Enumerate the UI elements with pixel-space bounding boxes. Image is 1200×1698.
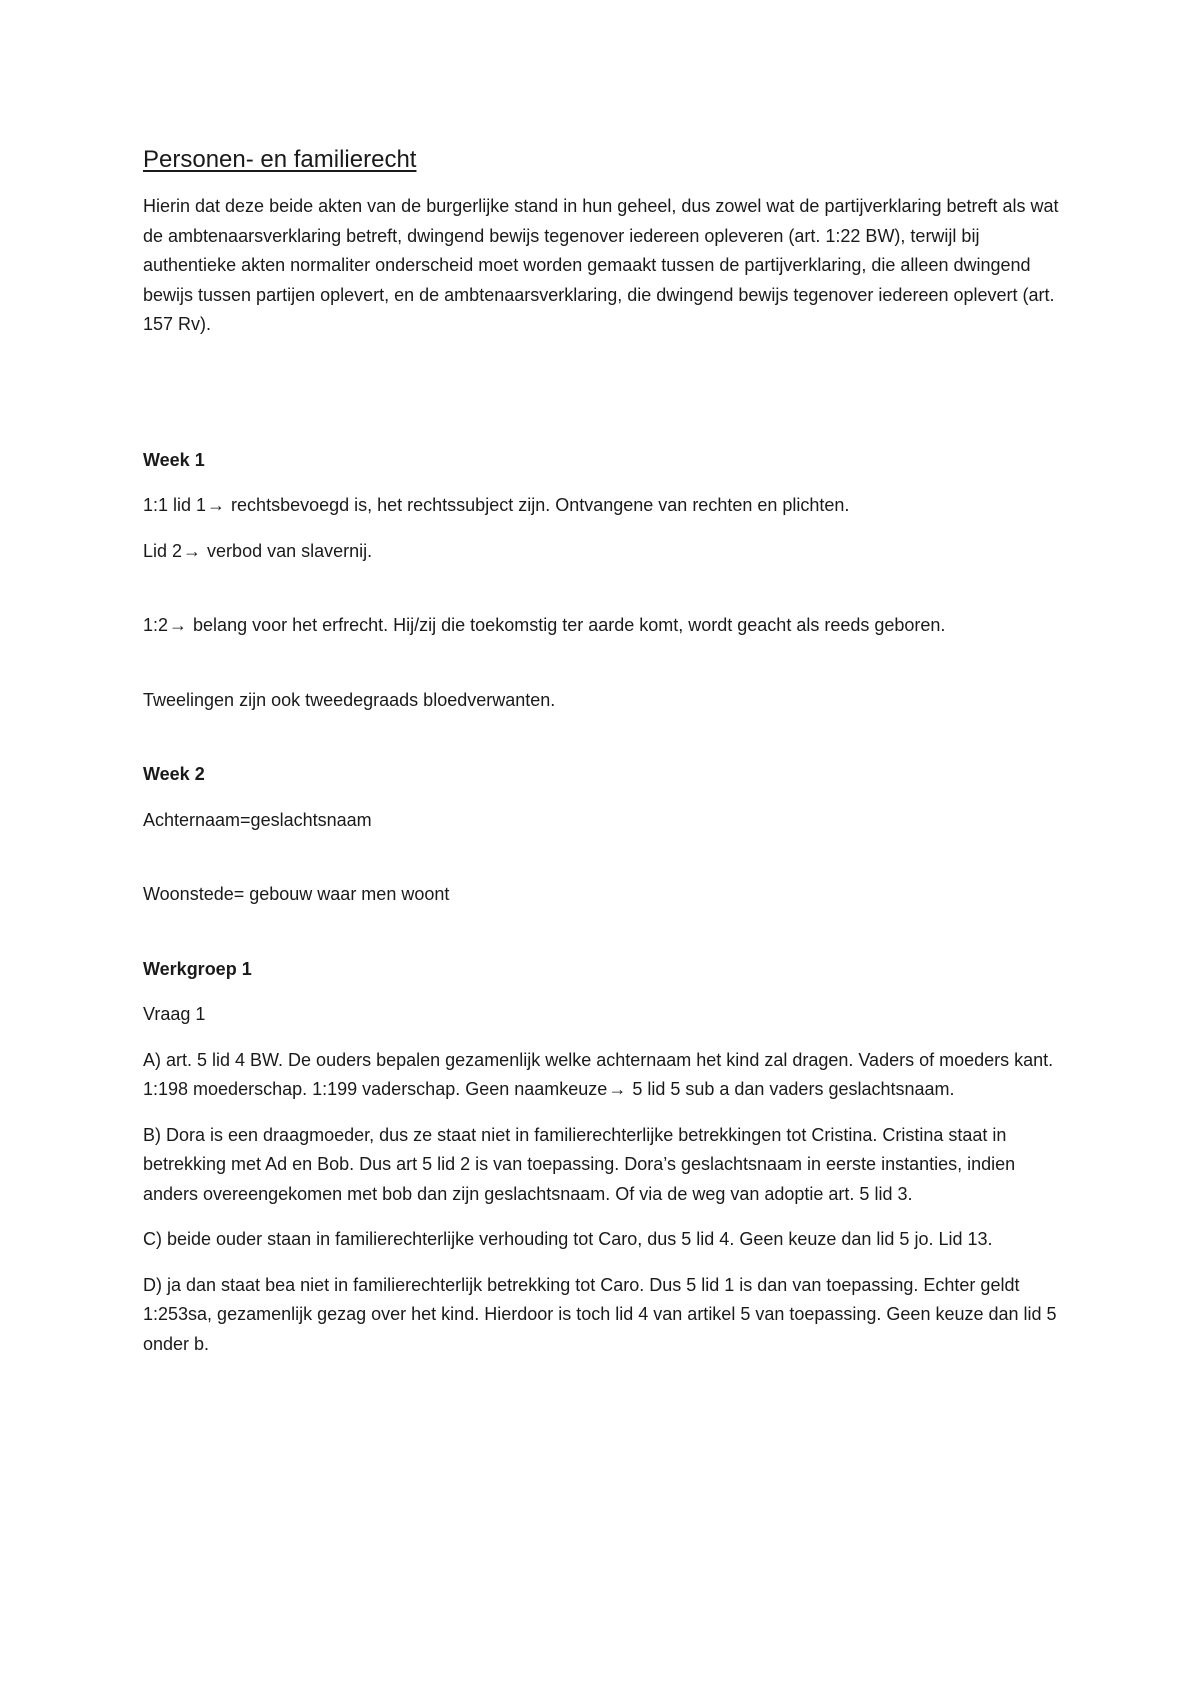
week1-line-4: Tweelingen zijn ook tweedegraads bloedverwanten. xyxy=(143,689,556,710)
spacer xyxy=(143,582,1073,611)
week2-heading: Week 2 xyxy=(143,764,205,784)
question-label: Vraag 1 xyxy=(143,1004,206,1024)
document-title: Personen- en familierecht xyxy=(143,146,417,173)
arrow-right-icon: → xyxy=(183,540,202,561)
article-ref: 1:2 xyxy=(143,615,169,635)
spacer xyxy=(143,657,1073,686)
answer-a-text-continued: 5 lid 5 sub a dan vaders geslachtsnaam. xyxy=(632,1079,955,1099)
week1-line-2 xyxy=(143,537,1073,567)
article-ref: Lid 2 xyxy=(143,540,183,561)
week1-line-3 xyxy=(143,611,1073,641)
answer-d: D) ja dan staat bea niet in familierechterlijk betrekking tot Caro. Dus 5 lid 1 is dan van toepassing. Echter geldt 1:253sa, gezamenlijk gezag over het kind. Hierdoor is toch lid 4 van artikel 5 van toepassing. Geen keuze dan lid 5 onder b. xyxy=(143,1274,1057,1354)
week1-line-1-text: rechtsbevoegd is, het rechtssubject zijn. Ontvangene van rechten en plichten. xyxy=(231,495,850,515)
article-ref: 1:1 lid 1 xyxy=(143,495,207,515)
week2-line-2: Woonstede= gebouw waar men woont xyxy=(143,884,450,904)
week1-line-3-text: belang voor het erfrecht. Hij/zij die toekomstig ter aarde komt, wordt geacht als reeds geboren. xyxy=(193,615,946,635)
spacer xyxy=(143,851,1073,880)
arrow-right-icon: → xyxy=(207,495,226,515)
arrow-right-icon: → xyxy=(169,615,188,635)
spacer xyxy=(143,926,1073,955)
week1-heading: Week 1 xyxy=(143,449,205,470)
intro-paragraph: Hierin dat deze beide akten van de burgerlijke stand in hun geheel, dus zowel wat de partijverklaring betreft als wat de ambtenaarsverklaring betreft, dwingend bewijs tegenover iedereen opleveren (art. 1:22 BW), terwijl bij authentieke akten normaliter onderscheid moet worden gemaakt tussen de partijverklaring, die alleen dwingend bewijs tussen partijen oplevert, en de ambtenaarsverklaring, die dwingend bewijs tegenover iedereen oplevert (art. 157 Rv). xyxy=(143,196,1059,334)
spacer xyxy=(143,340,1073,446)
week2-line-1: Achternaam=geslachtsnaam xyxy=(143,809,372,830)
arrow-right-icon: → xyxy=(608,1079,627,1099)
answer-a xyxy=(143,1046,1073,1105)
answer-c: C) beide ouder staan in familierechterlijke verhouding tot Caro, dus 5 lid 4. Geen keuze dan lid 5 jo. Lid 13. xyxy=(143,1229,993,1249)
answer-a-text: A) art. 5 lid 4 BW. De ouders bepalen gezamenlijk welke achternaam het kind zal dragen. Vaders of moeders kant. 1:198 moederschap. 1:199 vaderschap. Geen naamkeuze xyxy=(143,1049,1054,1099)
document-body xyxy=(143,144,1073,1375)
werkgroep1-heading: Werkgroep 1 xyxy=(143,958,252,979)
week1-line-1 xyxy=(143,491,1073,521)
week1-line-2-text: verbod van slavernij. xyxy=(207,540,373,561)
answer-b: B) Dora is een draagmoeder, dus ze staat niet in familierechterlijke betrekkingen tot Cristina. Cristina staat in betrekking met Ad en Bob. Dus art 5 lid 2 is van toepassing. Dora’s geslachtsnaam in eerste instanties, indien anders overeengekomen met bob dan zijn geslachtsnaam. Of via de weg van adoptie art. 5 lid 3. xyxy=(143,1124,1016,1204)
spacer xyxy=(143,731,1073,760)
